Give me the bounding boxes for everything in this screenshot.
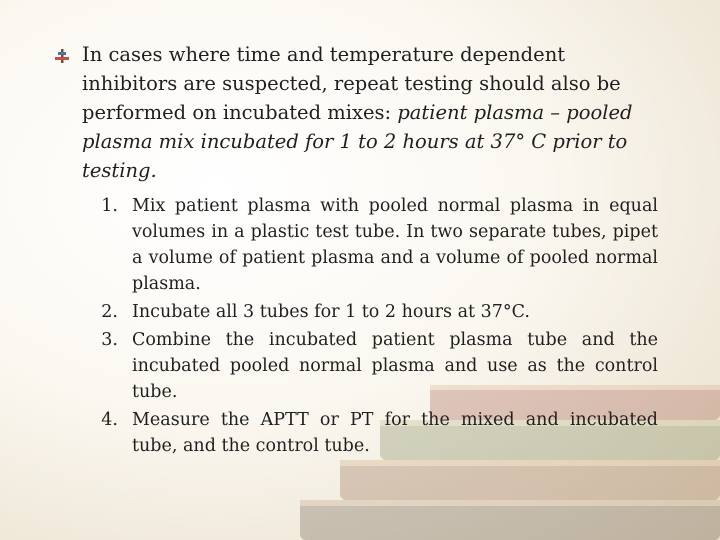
intro-bullet [54, 40, 664, 185]
intro-paragraph [82, 40, 664, 185]
step-number: 4. [101, 410, 118, 430]
intro-italic-text: patient plasma – pooled plasma mix incubated for 1 to 2 hours at 37° C prior to testing. [82, 101, 633, 182]
steps-list [82, 193, 658, 461]
list-item [82, 299, 658, 325]
list-item [82, 193, 658, 297]
arrow-bullet-icon [54, 48, 70, 64]
list-item [82, 407, 658, 459]
step-text: Mix patient plasma with pooled normal plasma in equal volumes in a plastic test tube. In two separate tubes, pipet a volume of patient plasma and a volume of pooled normal plasma. [132, 196, 658, 294]
intro-text: In cases where time and temperature dependent inhibitors are suspected, repeat testing should also be performed on incubated mixes: [82, 43, 621, 124]
list-item [82, 327, 658, 405]
step-number: 2. [101, 302, 118, 322]
step-text: Combine the incubated patient plasma tube and the incubated pooled normal plasma and use as the control tube. [132, 330, 658, 402]
step-text: Measure the APTT or PT for the mixed and incubated tube, and the control tube. [132, 410, 658, 456]
step-number: 1. [101, 196, 118, 216]
step-text: Incubate all 3 tubes for 1 to 2 hours at 37°C. [132, 302, 530, 322]
step-number: 3. [101, 330, 118, 350]
